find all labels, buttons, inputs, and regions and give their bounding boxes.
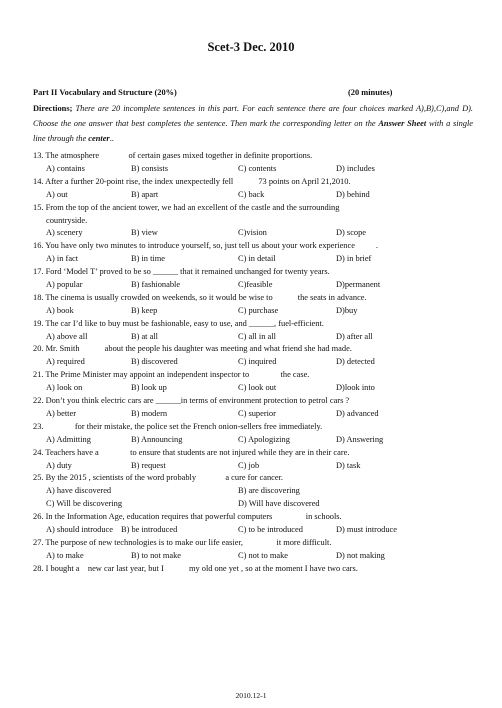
answer-options [33, 550, 473, 563]
answer-option: A) better [46, 408, 76, 418]
question-text: 19. The car I’d like to buy must be fashionable, easy to use, and ______, fuel-efficient. [33, 318, 324, 328]
answer-option: C) purchase [238, 305, 279, 315]
section-label: Part II Vocabulary and Structure (20%) [33, 88, 177, 97]
question-text: 13. The atmosphere of certain gases mixed together in definite proportions. [33, 151, 313, 160]
question-stem [33, 202, 473, 228]
answer-option: A) have discovered [46, 486, 112, 496]
answer-option: D) scope [336, 228, 366, 238]
question-text: 21. The Prime Minister may appoint an independent inspector to the case. [33, 370, 310, 380]
answer-option: D) after all [336, 331, 373, 341]
page-footer: 2010.12-1 [235, 691, 267, 700]
answer-options [33, 253, 473, 266]
answer-option: D) behind [336, 189, 370, 199]
question-text: 16. You have only two minutes to introduce yourself, so, just tell us about your work experience . [33, 241, 378, 251]
answer-option: D) must introduce [336, 525, 397, 535]
page-title: Scet-3 Dec. 2010 [207, 40, 295, 54]
question-item [33, 369, 473, 395]
answer-option: A) required [46, 357, 85, 367]
answer-option: C) inquired [238, 357, 277, 367]
answer-option: B) modern [131, 408, 168, 418]
question-text: 26. In the Information Age, education requires that powerful computers in schools. [33, 512, 342, 522]
question-text: 17. Ford ‘Model T’ proved to be so ______ that it remained unchanged for twenty years. [33, 267, 330, 277]
question-item [33, 511, 473, 537]
answer-option: A) scenery [46, 228, 83, 238]
question-item [33, 240, 473, 266]
question-item [33, 266, 473, 292]
answer-option: A) look on [46, 383, 83, 393]
question-stem [33, 150, 473, 163]
question-text-continued: countryside. [46, 215, 88, 225]
answer-options [33, 189, 473, 202]
answer-option: A) out [46, 189, 68, 199]
answer-options [33, 460, 473, 473]
answer-options [33, 485, 473, 511]
answer-option: C) Apologizing [238, 434, 290, 444]
question-stem [33, 395, 473, 408]
question-stem [33, 318, 473, 331]
directions-end: .. [109, 133, 114, 143]
question-text: 28. I bought a new car last year, but I my old one yet , so at the moment I have two cars. [33, 563, 358, 573]
question-stem [33, 472, 473, 485]
answer-options [33, 356, 473, 369]
answer-option: A) Admitting [46, 434, 91, 444]
section-heading [33, 88, 469, 97]
answer-options [33, 434, 473, 447]
question-item [33, 447, 473, 473]
question-item [33, 395, 473, 421]
answer-option: B) keep [131, 305, 158, 315]
directions [33, 102, 473, 146]
answer-options [33, 305, 473, 318]
question-stem [33, 240, 473, 253]
answer-option: B) look up [131, 383, 167, 393]
answer-option: C) to be introduced [238, 525, 303, 535]
question-text: 18. The cinema is usually crowded on weekends, so it would be wise to the seats in advance. [33, 292, 367, 302]
answer-option: B) to not make [131, 550, 182, 560]
answer-option: C) look out [238, 383, 277, 393]
answer-option: A) above all [46, 331, 88, 341]
answer-option: A) book [46, 305, 74, 315]
question-item [33, 176, 473, 202]
answer-option: D) task [336, 460, 361, 470]
answer-sheet-term: Answer Sheet [378, 118, 427, 128]
directions-text: There are 20 incomplete sentences in this part. For each sentence there are four choices marked A),B),C),and D). Choose the one answer that best completes the sentence. Then mark the corresponding letter on the [33, 104, 473, 128]
question-item [33, 343, 473, 369]
section-time: (20 minutes) [348, 88, 393, 97]
answer-option: D) Answering [336, 434, 384, 444]
answer-option: A) duty [46, 460, 72, 470]
answer-option: C) in detail [238, 254, 276, 264]
directions-label: Directions; [33, 104, 73, 113]
question-list [33, 150, 473, 576]
answer-option: C) not to make [238, 550, 289, 560]
question-item [33, 472, 473, 511]
answer-options [33, 408, 473, 421]
question-stem [33, 369, 473, 382]
answer-option: C) Will be discovering [46, 499, 123, 509]
question-item [33, 421, 473, 447]
question-stem [33, 343, 473, 356]
answer-option: D) not making [336, 550, 385, 560]
question-stem [33, 176, 473, 189]
answer-options [33, 382, 473, 395]
answer-option: D) Will have discovered [238, 499, 320, 509]
answer-options [33, 163, 473, 176]
question-item [33, 537, 473, 563]
answer-option: A) to make [46, 550, 84, 560]
question-stem [33, 563, 473, 576]
question-text: 27. The purpose of new technologies is to make our life easier, it more difficult. [33, 537, 332, 547]
question-text: 22. Don’t you think electric cars are ______in terms of environment protection to petrol cars ? [33, 396, 350, 406]
answer-option: C) job [238, 460, 260, 470]
question-item [33, 150, 473, 176]
answer-option: B) be introduced [121, 525, 178, 535]
question-text: 20. Mr. Smith about the people his daughter was meeting and what friend she had made. [33, 344, 352, 354]
question-text: 23. for their mistake, the police set the French onion-sellers free immediately. [33, 421, 323, 431]
question-stem [33, 511, 473, 524]
answer-options [33, 227, 473, 240]
answer-option: B) apart [131, 189, 159, 199]
question-text: 15. From the top of the ancient tower, we had an excellent of the castle and the surrounding [33, 202, 340, 212]
answer-option: A) popular [46, 280, 83, 289]
answer-option: B) at all [131, 331, 158, 341]
answer-options [33, 279, 473, 292]
answer-option: C)feasible [238, 280, 273, 289]
answer-option: C) contents [238, 163, 277, 173]
answer-option: B) Announcing [131, 434, 183, 444]
directions-text-2: with a single line through the [33, 118, 473, 143]
answer-option: B) request [131, 460, 166, 470]
answer-option: B) view [131, 228, 158, 238]
answer-option: D) in brief [336, 254, 372, 264]
answer-options [33, 331, 473, 344]
answer-option: B) consists [131, 163, 168, 173]
question-stem [33, 266, 473, 279]
question-stem [33, 292, 473, 305]
answer-option: B) fashionable [131, 280, 181, 289]
question-item [33, 202, 473, 241]
question-stem [33, 421, 473, 434]
answer-option: B) in time [131, 254, 165, 264]
question-text: 24. Teachers have a to ensure that students are not injured while they are in their care. [33, 447, 350, 457]
question-text: 14. After a further 20-point rise, the index unexpectedly fell 73 points on April 21,2010. [33, 176, 351, 186]
answer-option: B) are discovering [238, 486, 300, 496]
question-item [33, 563, 473, 576]
answer-option: D)permanent [336, 280, 381, 289]
question-item [33, 318, 473, 344]
question-text: 25. By the 2015 , scientists of the word probably a cure for cancer. [33, 473, 284, 483]
answer-option: D) advanced [336, 408, 379, 418]
answer-option: D)look into [336, 383, 375, 393]
question-item [33, 292, 473, 318]
answer-option: A) contains [46, 163, 85, 173]
answer-option: C) superior [238, 408, 276, 418]
answer-option: D) includes [336, 163, 375, 173]
answer-options [33, 524, 473, 537]
question-stem [33, 447, 473, 460]
answer-option: A) should introduce [46, 525, 113, 535]
answer-option: D)buy [336, 305, 358, 315]
answer-option: C) back [238, 189, 265, 199]
answer-option: A) in fact [46, 254, 79, 264]
answer-option: D) detected [336, 357, 375, 367]
center-term: center [88, 133, 110, 143]
answer-option: C)vision [238, 228, 267, 238]
answer-option: B) discovered [131, 357, 178, 367]
question-stem [33, 537, 473, 550]
answer-option: C) all in all [238, 331, 276, 341]
